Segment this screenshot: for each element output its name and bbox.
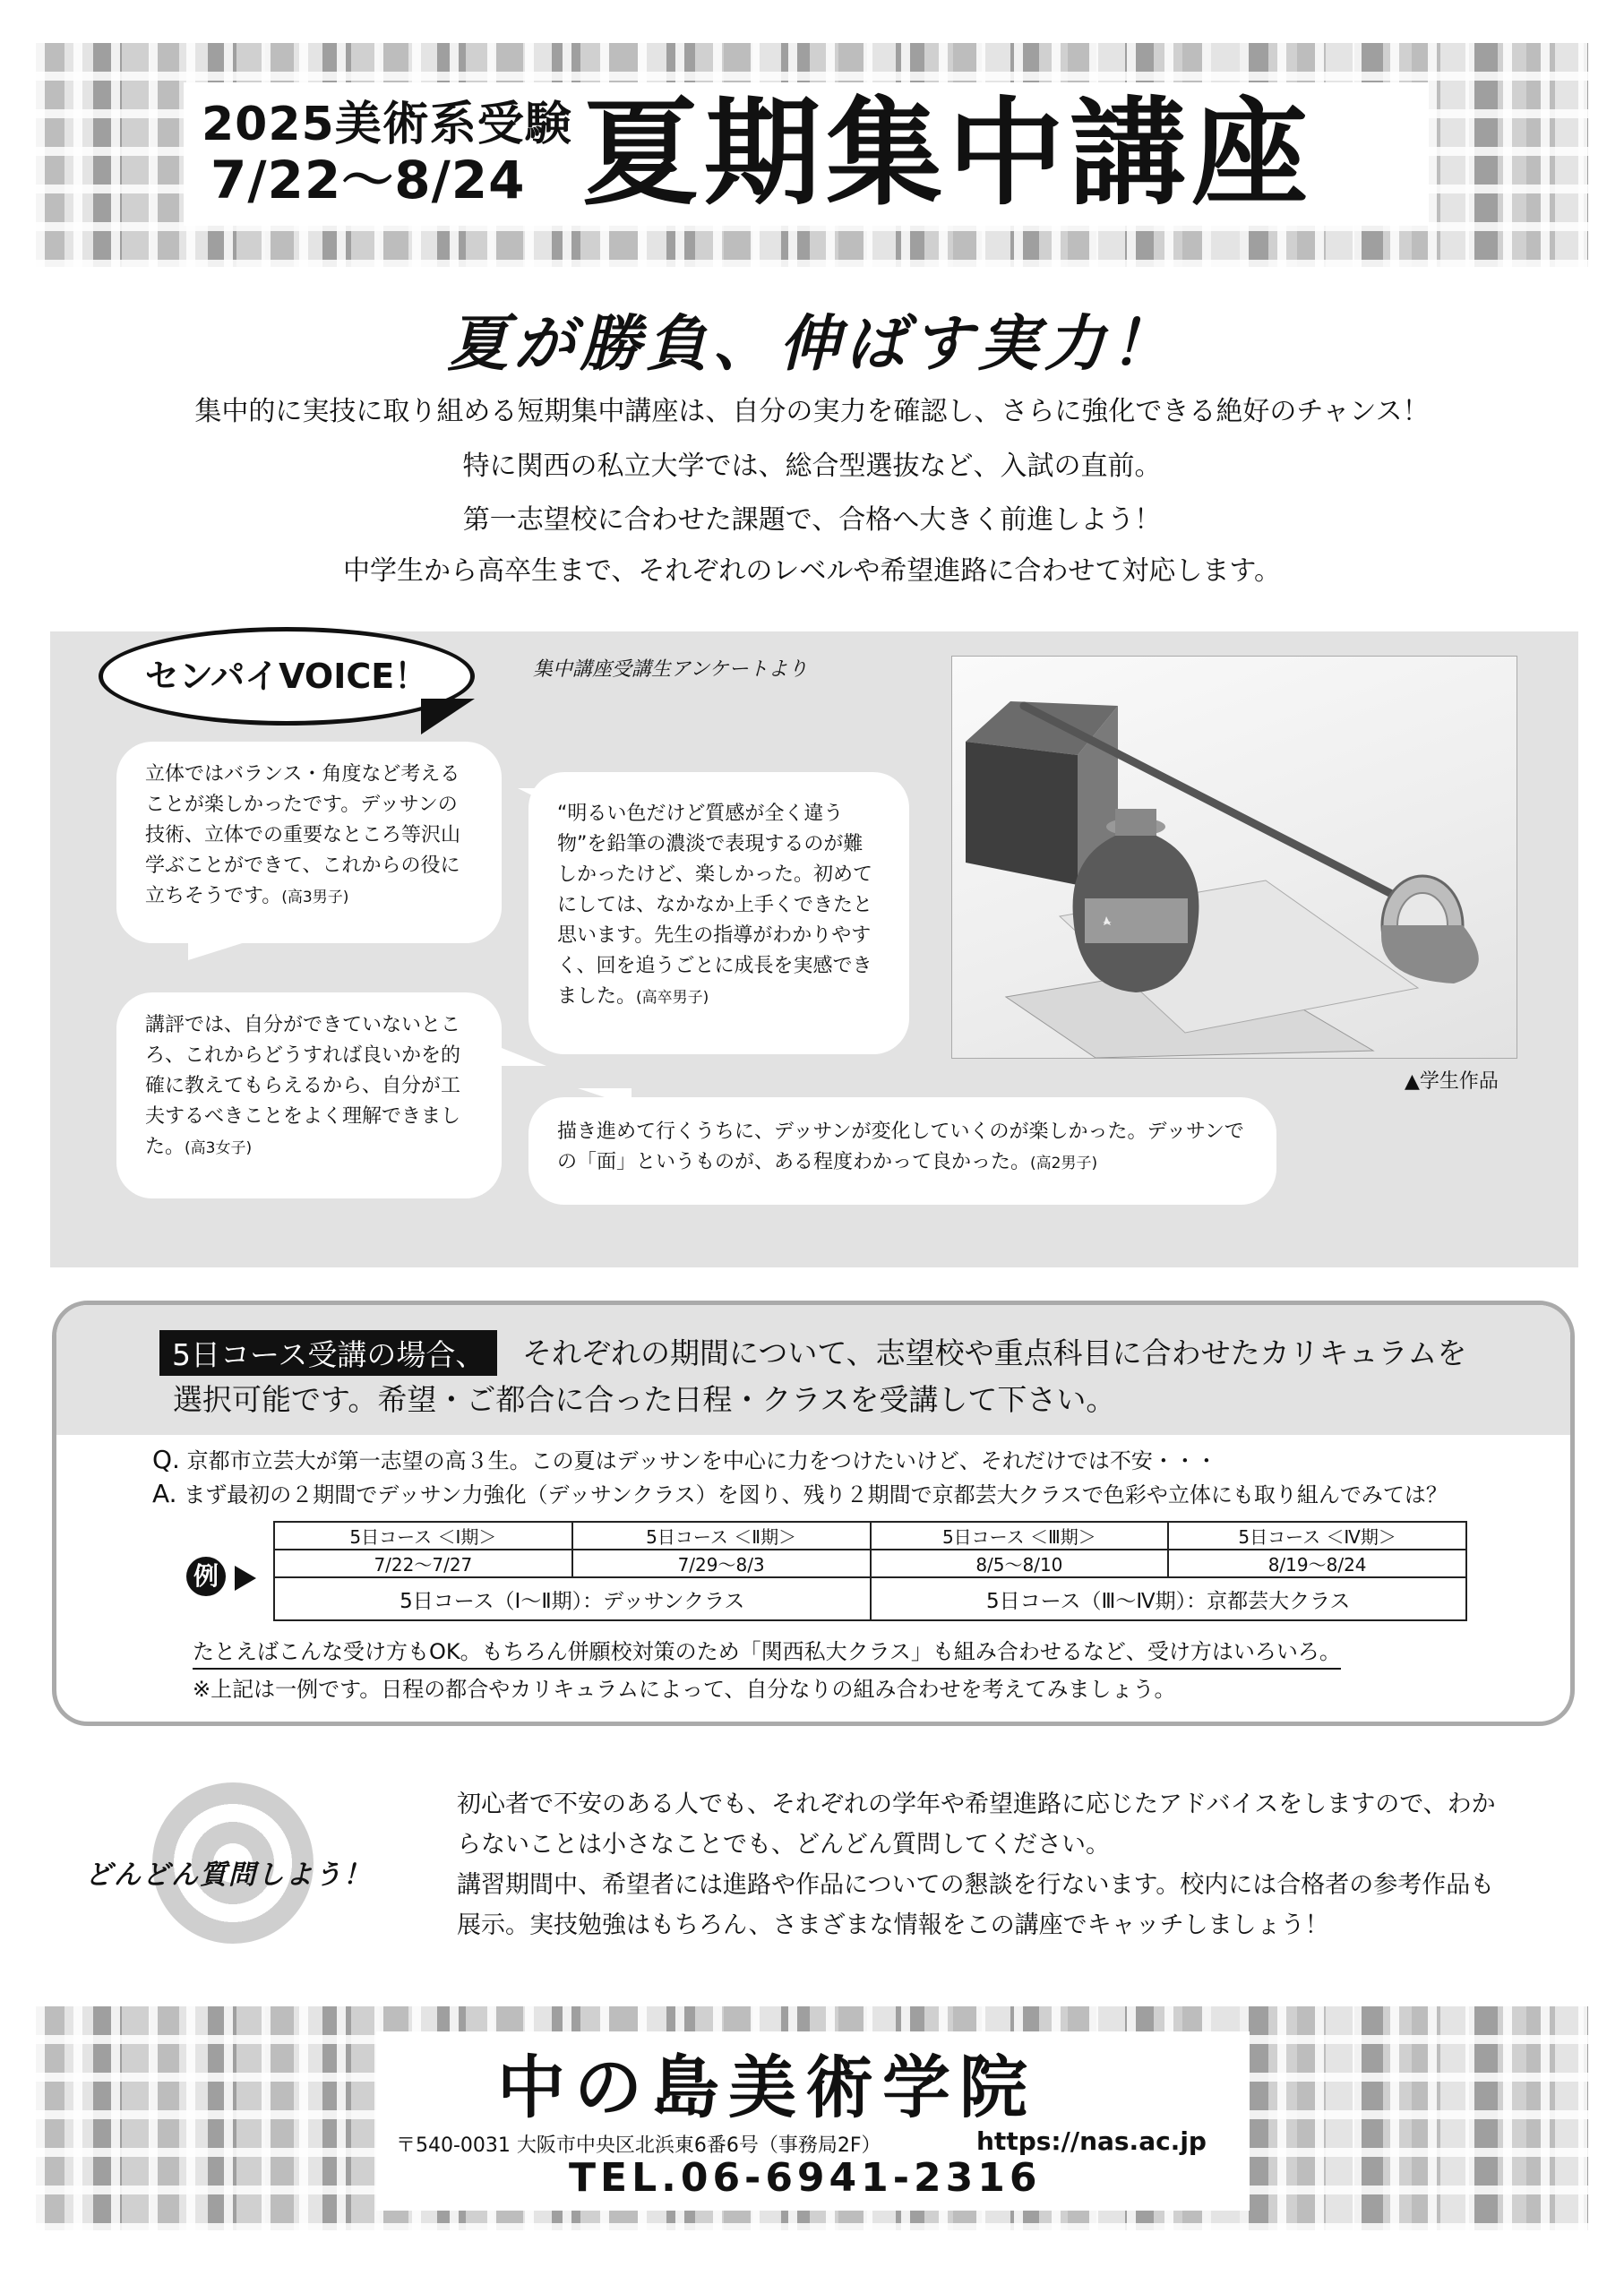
comment-author-4: (高2男子)	[1030, 1155, 1098, 1172]
student-artwork-image	[951, 656, 1517, 1059]
header-title-box	[184, 82, 1429, 226]
comment-bubble-4	[528, 1097, 1276, 1205]
period-dates-3: 8/5～8/10	[871, 1550, 1169, 1577]
voice-label-tail	[421, 699, 475, 734]
period-name-3: 5日コース ＜Ⅲ期＞	[871, 1522, 1169, 1550]
period-name-1: 5日コース ＜Ⅰ期＞	[274, 1522, 572, 1550]
intro-line-4: 中学生から高卒生まで、それぞれのレベルや希望進路に合わせて対応します。	[343, 555, 1281, 587]
comment-text-1: 立体ではバランス・角度など考えることが楽しかったです。デッサンの技術、立体での重要なところ等沢山学ぶことができて、これからの役に立ちそうです。	[145, 763, 461, 907]
school-tel: TEL.06-6941-2316	[569, 2155, 1042, 2201]
period-dates-2: 7/29～8/3	[572, 1550, 871, 1577]
comment-author-1: (高3男子)	[281, 889, 349, 906]
survey-note: 集中講座受講生アンケートより	[533, 658, 808, 681]
example-arrow-icon	[235, 1566, 256, 1591]
advice-line-1: 初心者で不安のある人でも、それぞれの学年や希望進路に応じたアドバイスをしますので、わか	[457, 1791, 1496, 1818]
voice-label: センパイVOICE！	[99, 627, 475, 726]
comment-text-3: “明るい色だけど質感が全く違う物”を鉛筆の濃淡で表現するのが難しかったけど、楽しかった。初めてにしては、なかなか上手くできたと思います。先生の指導がわかりやすく、回を追うごとに成長を実感できました。	[557, 803, 873, 1008]
comment-text-4: 描き進めて行くうちに、デッサンが変化していくのが楽しかった。デッサンでの「面」というものが、ある程度わかって良かった。	[557, 1121, 1244, 1173]
ask-label: どんどん質問しよう！	[85, 1859, 372, 1891]
comment-bubble-2-tail	[502, 1048, 546, 1066]
comment-text-2: 講評では、自分ができていないところ、これからどうすれば良いかを的確に教えてもらえるから、自分が工夫するべきことをよく理解できました。	[145, 1014, 461, 1158]
period-name-2: 5日コース ＜Ⅱ期＞	[572, 1522, 871, 1550]
course-note-2: ※上記は一例です。日程の都合やカリキュラムによって、自分なりの組み合わせを考えてみましょう。	[193, 1677, 1176, 1702]
advice-text	[457, 1784, 1518, 1945]
school-name: 中の島美術学院	[497, 2048, 1036, 2127]
period-dates-1: 7/22～7/27	[274, 1550, 572, 1577]
course-header	[56, 1305, 1570, 1435]
answer-row	[152, 1478, 1448, 1511]
example-badge: 例	[186, 1557, 226, 1596]
period-dates-4: 8/19～8/24	[1168, 1550, 1466, 1577]
course-label: 5日コース受講の場合、	[159, 1330, 497, 1376]
intro-line-1: 集中的に実技に取り組める短期集中講座は、自分の実力を確認し、さらに強化できる絶好のチャンス！	[194, 396, 1430, 427]
comment-bubble-1	[116, 742, 502, 943]
header-subtitle: 2025美術系受験	[202, 98, 572, 151]
comment-bubble-1-tail	[188, 940, 251, 960]
header-dates: 7/22～8/24	[211, 150, 526, 210]
course-note-1: たとえばこんな受け方もOK。もちろん併願校対策のため「関西私大クラス」も組み合わせるなど、受け方はいろいろ。	[193, 1636, 1341, 1670]
intro-line-2: 特に関西の私立大学では、総合型選抜など、入試の直前。	[462, 451, 1162, 482]
question-mark: Q.	[152, 1445, 180, 1474]
comment-author-3: (高卒男子)	[636, 989, 709, 1007]
class-plan-b: 5日コース（Ⅲ～Ⅳ期）：京都芸大クラス	[871, 1577, 1467, 1620]
answer-text: まず最初の２期間でデッサン力強化（デッサンクラス）を図り、残り２期間で京都芸大クラスで色彩や立体にも取り組んでみては？	[184, 1482, 1448, 1507]
question-row	[152, 1444, 1217, 1477]
comment-author-2: (高3女子)	[185, 1139, 253, 1157]
advice-line-3: 講習期間中、希望者には進路や作品についての懇談を行ないます。校内には合格者の参考作品も	[457, 1871, 1495, 1899]
period-name-4: 5日コース ＜Ⅳ期＞	[1168, 1522, 1466, 1550]
page-title: 夏期集中講座	[582, 85, 1314, 221]
comment-bubble-3	[528, 772, 909, 1054]
comment-bubble-4-tail	[578, 1088, 632, 1106]
comment-bubble-2	[116, 992, 502, 1198]
school-url-link[interactable]: https://nas.ac.jp	[976, 2126, 1207, 2156]
footer-box	[376, 2031, 1250, 2211]
answer-mark: A.	[152, 1479, 177, 1508]
comment-bubble-3-tail	[518, 788, 554, 806]
question-text: 京都市立芸大が第一志望の高３生。この夏はデッサンを中心に力をつけたいけど、それだけでは不安・・・	[186, 1448, 1217, 1473]
course-line-1: それぞれの期間について、志望校や重点科目に合わせたカリキュラムを	[522, 1335, 1467, 1370]
advice-line-2: らないことは小さなことでも、どんどん質問してください。	[457, 1831, 1110, 1859]
class-plan-a: 5日コース（Ⅰ～Ⅱ期）：デッサンクラス	[274, 1577, 871, 1620]
course-line-2: 選択可能です。希望・ご都合に合った日程・クラスを受講して下さい。	[173, 1382, 1116, 1417]
photo-caption: ▲学生作品	[1405, 1070, 1499, 1093]
advice-line-4: 展示。実技勉強はもちろん、さまざまな情報をこの講座でキャッチしましょう！	[457, 1911, 1329, 1939]
intro-line-3: 第一志望校に合わせた課題で、合格へ大きく前進しよう！	[462, 504, 1162, 536]
schedule-table	[273, 1521, 1467, 1621]
tagline: 夏が勝負、伸ばす実力！	[447, 308, 1177, 380]
school-address: 〒540-0031 大阪市中央区北浜東6番6号（事務局2F）	[396, 2134, 881, 2157]
